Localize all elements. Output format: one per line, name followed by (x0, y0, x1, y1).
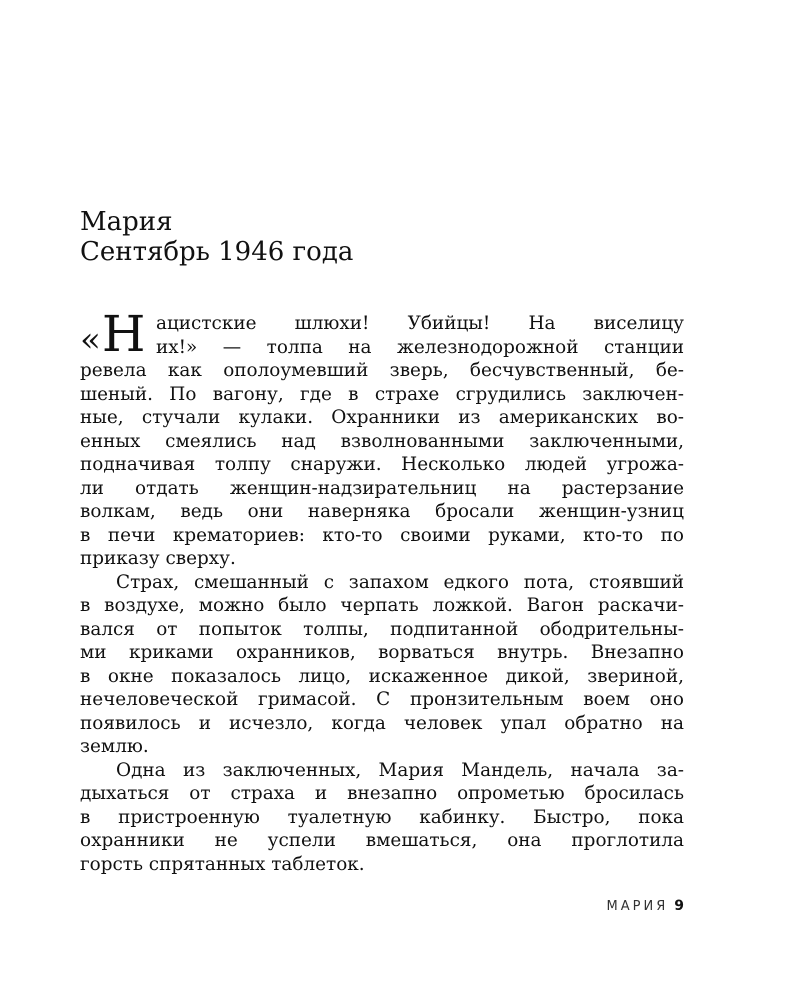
running-footer (540, 895, 684, 914)
text-line: ацистские шлюхи! Убийцы! На виселицу (156, 313, 684, 334)
body-text (80, 312, 684, 876)
text-line: шеный. По вагону, где в страхе сгрудились заключен- (80, 383, 684, 405)
text-line: в печи крематориев: кто-то своими руками, кто-то по (80, 524, 684, 546)
drop-cap-quote: « (80, 320, 101, 360)
text-line: в воздухе, можно было черпать ложкой. Вагон раскачи- (80, 595, 684, 616)
text-line: их!» — толпа на железнодорожной станции (156, 336, 684, 358)
text-line: ревела как ополоумевший зверь, бесчувственный, бе- (80, 360, 684, 381)
page-number: 9 (674, 898, 684, 914)
text-line: Страх, смешанный с запахом едкого пота, стоявший (116, 571, 684, 593)
text-line: волкам, ведь они наверняка бросали женщин-узниц (80, 501, 684, 522)
chapter-title-date: Сентябрь 1946 года (80, 237, 354, 267)
text-line: ные, стучали кулаки. Охранники из американских во- (80, 407, 684, 428)
text-line: дыхаться от страха и внезапно опрометью бросилась (80, 783, 684, 804)
text-line: вался от попыток толпы, подпитанной ободрительны- (80, 618, 684, 640)
drop-cap-letter: Н (101, 305, 146, 363)
text-line: ми криками охранников, ворваться внутрь. Внезапно (80, 642, 684, 663)
text-line: в окне показалось лицо, искаженное дикой, звериной, (80, 665, 684, 687)
text-line: горсть спрятанных таблеток. (80, 853, 365, 875)
text-line: приказу сверху. (80, 548, 236, 569)
text-line: землю. (80, 736, 149, 757)
text-line: енных смеялись над взволнованными заключенными, (80, 430, 684, 452)
chapter-title-name: Мария (80, 207, 173, 237)
text-line: Одна из заключенных, Мария Мандель, начала за- (116, 759, 684, 781)
text-line: нечеловеческой гримасой. С пронзительным воем оно (80, 689, 684, 710)
text-line: охранники не успели вмешаться, она проглотила (80, 830, 684, 851)
text-line: ли отдать женщин-надзирательниц на растерзание (80, 477, 684, 499)
chapter-heading (80, 207, 700, 267)
text-line: в пристроенную туалетную кабинку. Быстро, пока (80, 806, 684, 828)
text-line: появилось и исчезло, когда человек упал обратно на (80, 712, 684, 734)
text-line: подначивая толпу снаружи. Несколько людей угрожа- (80, 454, 684, 475)
running-head-label: МАРИЯ (606, 899, 669, 914)
